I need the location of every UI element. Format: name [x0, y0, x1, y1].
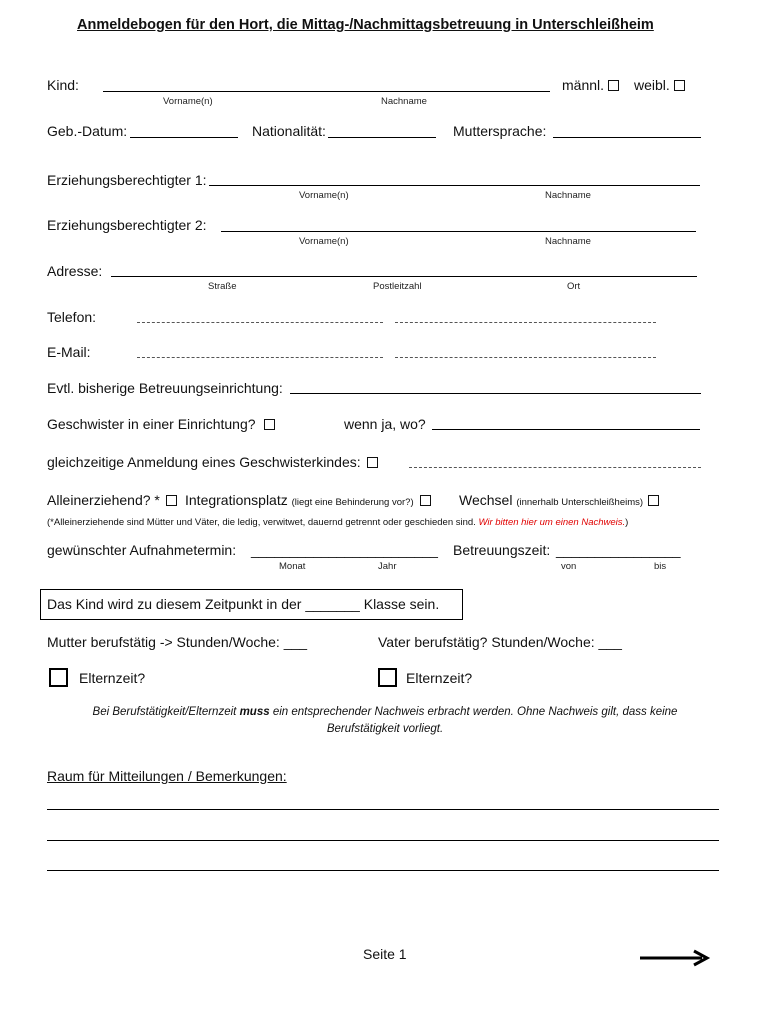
- child-last-name-caption: Nachname: [381, 96, 427, 107]
- guardian2-first-caption: Vorname(n): [299, 236, 349, 247]
- city-caption: Ort: [567, 281, 581, 292]
- change-option: [459, 492, 659, 508]
- admission-month-caption: Monat: [279, 561, 306, 572]
- remarks-line-2[interactable]: [47, 840, 719, 841]
- phone-label: Telefon:: [47, 309, 97, 325]
- nationality-label: Nationalität:: [252, 123, 326, 139]
- admission-label: gewünschter Aufnahmetermin:: [47, 542, 237, 558]
- birthdate-field[interactable]: [130, 137, 238, 138]
- remarks-label: Raum für Mitteilungen / Bemerkungen:: [47, 768, 287, 784]
- remarks-line-3[interactable]: [47, 870, 719, 871]
- mother-tongue-label: Muttersprache:: [453, 123, 547, 139]
- sibling-reg-field[interactable]: [409, 467, 701, 468]
- siblings-checkbox[interactable]: [264, 419, 275, 430]
- female-checkbox[interactable]: [674, 80, 685, 91]
- parental-leave-checkbox-1[interactable]: [49, 668, 68, 687]
- siblings-label: Geschwister in einer Einrichtung?: [47, 416, 256, 432]
- mother-tongue-field[interactable]: [553, 137, 701, 138]
- birthdate-label: Geb.-Datum:: [47, 123, 128, 139]
- proof-note: [40, 704, 730, 738]
- guardian2-label: Erziehungsberechtigter 2:: [47, 217, 207, 233]
- change-checkbox[interactable]: [648, 495, 659, 506]
- child-name-field[interactable]: [103, 91, 550, 92]
- male-label: männl.: [562, 77, 605, 93]
- parental-leave-checkbox-2[interactable]: [378, 668, 397, 687]
- phone-field-1[interactable]: [137, 322, 383, 323]
- phone-field-2[interactable]: [395, 322, 656, 323]
- father-employment-label[interactable]: Vater berufstätig? Stunden/Woche: ___: [378, 634, 622, 650]
- guardian2-field[interactable]: [221, 231, 696, 232]
- parental-leave-label-2: Elternzeit?: [406, 670, 473, 686]
- care-from-caption: von: [561, 561, 577, 572]
- email-field-1[interactable]: [137, 357, 383, 358]
- siblings-where-field[interactable]: [432, 429, 700, 430]
- guardian1-first-caption: Vorname(n): [299, 190, 349, 201]
- change-note: (innerhalb Unterschleißheims): [516, 497, 644, 508]
- care-time-label: Betreuungszeit:: [453, 542, 551, 558]
- guardian1-last-caption: Nachname: [545, 190, 591, 201]
- male-option: [562, 77, 619, 93]
- sibling-reg-checkbox[interactable]: [367, 457, 378, 468]
- integration-checkbox[interactable]: [420, 495, 431, 506]
- guardian2-last-caption: Nachname: [545, 236, 591, 247]
- mother-employment-label[interactable]: Mutter berufstätig -> Stunden/Woche: ___: [47, 634, 308, 650]
- care-time-field[interactable]: ________________: [556, 542, 681, 558]
- class-info-text[interactable]: Das Kind wird zu diesem Zeitpunkt in der _______ Klasse sein.: [47, 596, 440, 612]
- email-field-2[interactable]: [395, 357, 656, 358]
- guardian1-field[interactable]: [209, 185, 700, 186]
- street-caption: Straße: [208, 281, 237, 292]
- footnote-text: (*Alleinerziehende sind Mütter und Väter, die ledig, verwitwet, dauernd getrennt oder geschieden sind.: [47, 517, 476, 528]
- footnote-close: ): [625, 517, 629, 528]
- siblings-option: [47, 416, 275, 432]
- parental-leave-label-1: Elternzeit?: [79, 670, 146, 686]
- child-label: Kind:: [47, 77, 79, 93]
- integration-label: Integrationsplatz: [185, 492, 288, 508]
- change-label: Wechsel: [459, 492, 513, 508]
- single-parent-footnote: [47, 517, 628, 528]
- arrow-right-icon: [638, 948, 712, 968]
- proof-note-part1: Bei Berufstätigkeit/Elternzeit: [92, 706, 237, 718]
- address-label: Adresse:: [47, 263, 103, 279]
- guardian1-label: Erziehungsberechtigter 1:: [47, 172, 207, 188]
- child-first-name-caption: Vorname(n): [163, 96, 213, 107]
- care-to-caption: bis: [654, 561, 667, 572]
- email-label: E-Mail:: [47, 344, 91, 360]
- proof-note-line2: Berufstätigkeit vorliegt.: [326, 723, 444, 735]
- integration-note: (liegt eine Behinderung vor?): [291, 497, 414, 508]
- sibling-reg-option: [47, 454, 378, 470]
- single-parent-checkbox[interactable]: [166, 495, 177, 506]
- page-number: Seite 1: [363, 946, 407, 962]
- proof-note-part2: ein entsprechender Nachweis erbracht werden. Ohne Nachweis gilt, dass keine: [272, 706, 678, 718]
- nationality-field[interactable]: [328, 137, 436, 138]
- prev-care-label: Evtl. bisherige Betreuungseinrichtung:: [47, 380, 283, 396]
- female-option: [634, 77, 685, 93]
- single-parent-label: Alleinerziehend? *: [47, 492, 160, 508]
- zip-caption: Postleitzahl: [373, 281, 422, 292]
- integration-option: [185, 492, 431, 508]
- admission-year-caption: Jahr: [378, 561, 397, 572]
- footnote-proof-request: Wir bitten hier um einen Nachweis.: [478, 517, 626, 528]
- address-field[interactable]: [111, 276, 697, 277]
- male-checkbox[interactable]: [608, 80, 619, 91]
- form-title: Anmeldebogen für den Hort, die Mittag-/Nachmittagsbetreuung in Unterschleißheim: [77, 17, 654, 33]
- siblings-where-label: wenn ja, wo?: [344, 416, 426, 432]
- sibling-reg-label: gleichzeitige Anmeldung eines Geschwisterkindes:: [47, 454, 361, 470]
- remarks-line-1[interactable]: [47, 809, 719, 810]
- single-parent-option: [47, 492, 177, 508]
- proof-note-bold: muss: [239, 706, 270, 718]
- female-label: weibl.: [634, 77, 670, 93]
- prev-care-field[interactable]: [290, 393, 701, 394]
- admission-field[interactable]: ________________________: [251, 542, 438, 558]
